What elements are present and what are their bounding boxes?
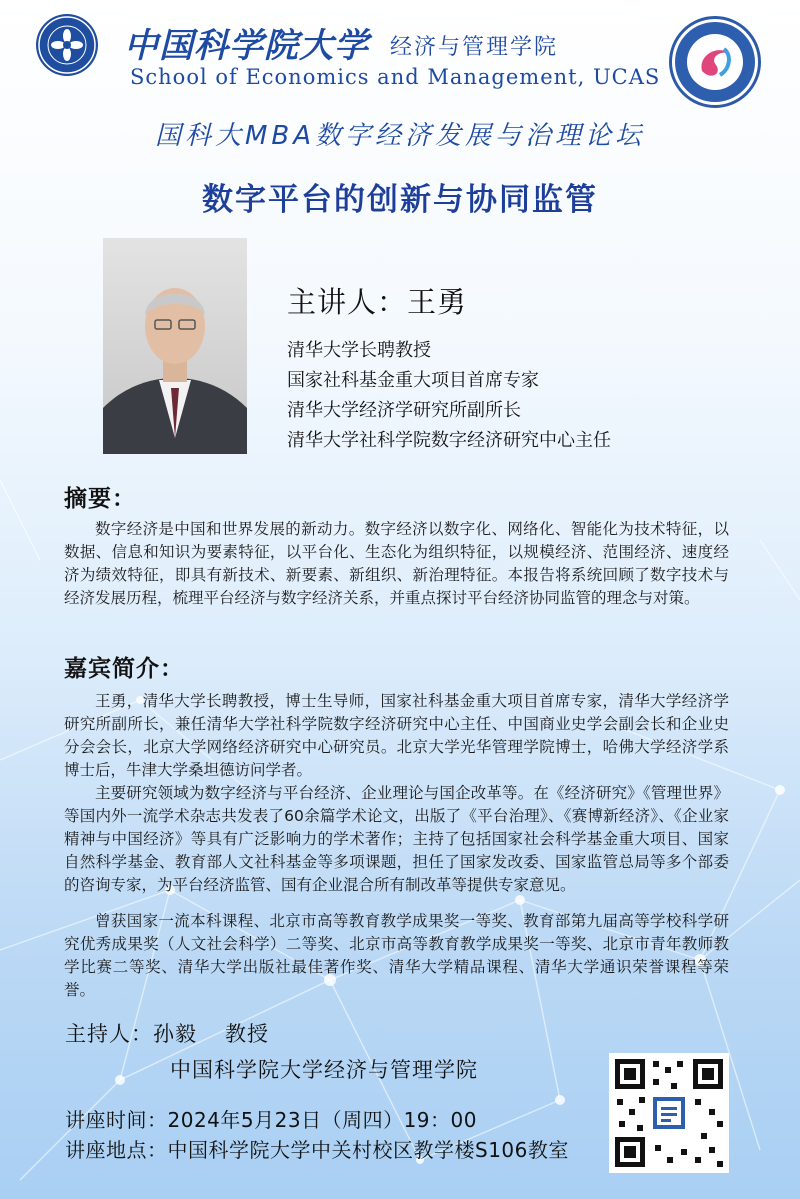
- lecture-time: 讲座时间：2024年5月23日（周四）19：00: [65, 1108, 477, 1132]
- bio-paragraph: 王勇，清华大学长聘教授，博士生导师，国家社科基金重大项目首席专家，清华大学经济学研究所副所长，兼任清华大学社科学院数字经济研究中心主任、中国商业史学会副会长和企业史分会会长，北京大学网络经济研究中心研究员。北京大学光华管理学院博士，哈佛大学经济学系博士后，牛津大学桑坦德访问学者。: [64, 692, 729, 779]
- host-institution: 中国科学院大学经济与管理学院: [170, 1058, 478, 1082]
- school-name-en: School of Economics and Management, UCAS: [130, 65, 661, 89]
- speaker-name: 主讲人：王勇: [287, 285, 468, 319]
- forum-title: 国科大MBA数字经济发展与治理论坛: [154, 121, 646, 151]
- speaker-title-item: 清华大学社科学院数字经济研究中心主任: [287, 430, 611, 451]
- abstract-text: 数字经济是中国和世界发展的新动力。数字经济以数字化、网络化、智能化为技术特征，以数据、信息和知识为要素特征，以平台化、生态化为组织特征，以规模经济、范围经济、速度经济为绩效特征，即具有新技术、新要素、新组织、新治理特征。本报告将系统回顾了数字技术与经济发展历程，梳理平台经济与数字经济关系，并重点探讨平台经济协同监管的理念与对策。: [64, 520, 729, 607]
- school-name-cn: 经济与管理学院: [390, 35, 559, 60]
- host-name: 主持人：孙毅: [65, 1022, 197, 1046]
- ucas-emblem-icon: [36, 14, 98, 76]
- speaker-title-item: 清华大学长聘教授: [287, 340, 431, 361]
- talk-title: 数字平台的创新与协同监管: [202, 182, 598, 218]
- speaker-title-item: 国家社科基金重大项目首席专家: [287, 370, 539, 391]
- host-line: [65, 1018, 269, 1048]
- bio-heading: 嘉宾简介：: [64, 656, 184, 682]
- bio-paragraph: 曾获国家一流本科课程、北京市高等教育教学成果奖一等奖、教育部第九届高等学校科学研究优秀成果奖（人文社会科学）二等奖、北京市高等教育教学成果奖一等奖、北京市青年教师教学比赛二等奖、清华大学出版社最佳著作奖、清华大学精品课程、清华大学通识荣誉课程等荣誉。: [64, 912, 729, 999]
- abstract-heading: 摘要：: [64, 486, 136, 512]
- lecture-place: 讲座地点：中国科学院大学中关村校区教学楼S106教室: [65, 1138, 569, 1162]
- host-title: 教授: [225, 1022, 269, 1046]
- bio-paragraph: 主要研究领域为数字经济与平台经济、企业理论与国企改革等。在《经济研究》《管理世界》等国内外一流学术杂志共发表了60余篇学术论文，出版了《平台治理》、《赛博新经济》、《企业家精神与中国经济》等具有广泛影响力的学术著作；主持了包括国家社会科学基金重大项目、国家自然科学基金、教育部人文社科基金等多项课题，担任了国家发改委、国家监管总局等多个部委的咨询专家，为平台经济监管、国有企业混合所有制改革等提供专家意见。: [64, 784, 729, 894]
- qr-code-icon[interactable]: [609, 1053, 729, 1173]
- speaker-titles: [287, 336, 611, 456]
- anniversary-logo-icon: [669, 16, 761, 108]
- university-name-cn: 中国科学院大学: [124, 26, 369, 66]
- speaker-title-item: 清华大学经济学研究所副所长: [287, 400, 521, 421]
- speaker-photo: [103, 238, 247, 454]
